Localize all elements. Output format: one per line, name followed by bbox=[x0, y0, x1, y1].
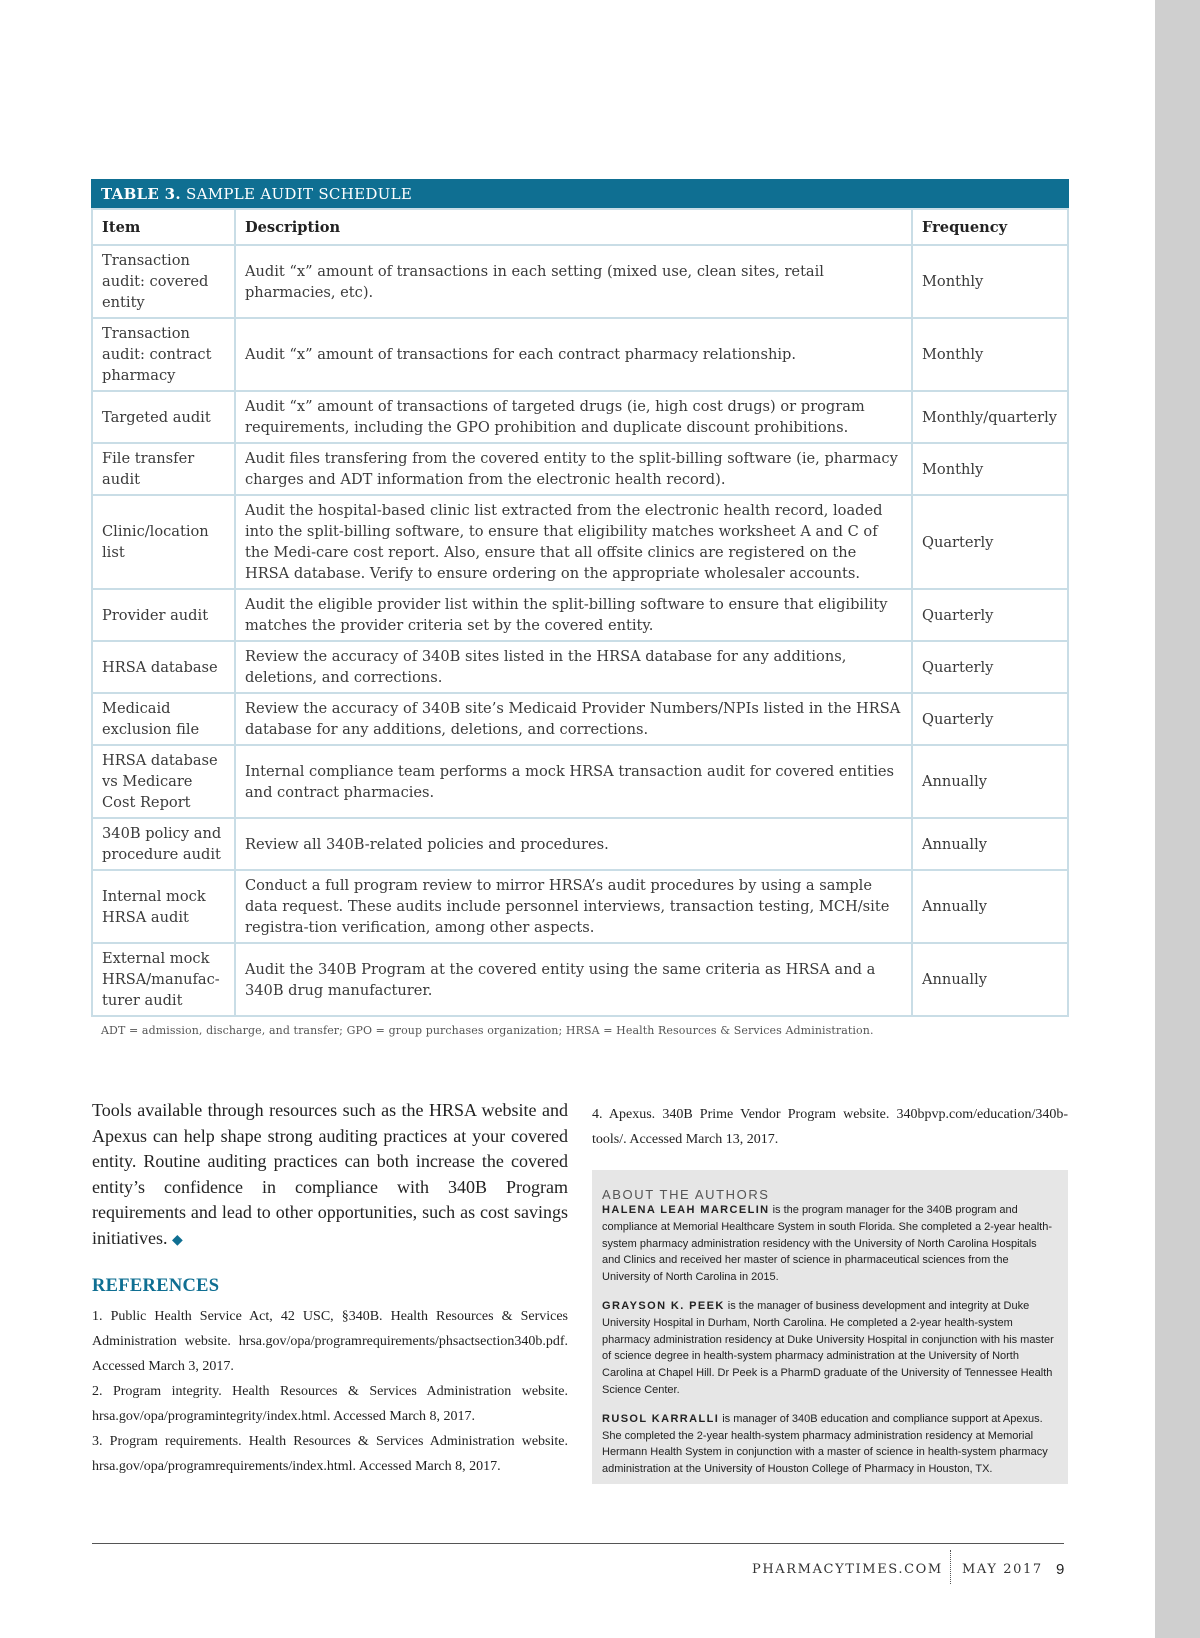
cell-description: Conduct a full program review to mirror HRSA’s audit procedures by using a sample data request. These audits include personnel interviews, transaction testing, MCH/site registra-tion verification, among other aspects. bbox=[235, 870, 912, 943]
cell-description: Review the accuracy of 340B sites listed in the HRSA database for any additions, deletions, and corrections. bbox=[235, 641, 912, 693]
cell-frequency: Quarterly bbox=[912, 641, 1068, 693]
table-row bbox=[92, 443, 1068, 495]
cell-frequency: Quarterly bbox=[912, 495, 1068, 589]
cell-item: Targeted audit bbox=[92, 391, 235, 443]
column-header-description: Description bbox=[235, 209, 912, 245]
cell-item: Internal mock HRSA audit bbox=[92, 870, 235, 943]
author-bio-text: is manager of 340B education and compliance support at Apexus. She completed the 2-year health-system pharmacy administration residency at Memorial Hermann Health System in conjunction with a master of science in health-system pharmacy administration at the University of Houston College of Pharmacy in Houston, TX. bbox=[602, 1412, 1048, 1476]
cell-frequency: Monthly/quarterly bbox=[912, 391, 1068, 443]
authors-heading: ABOUT THE AUTHORS bbox=[602, 1187, 770, 1202]
cell-description: Audit “x” amount of transactions in each setting (mixed use, clean sites, retail pharmacies, etc). bbox=[235, 245, 912, 318]
footer-separator bbox=[950, 1550, 951, 1584]
reference-item: 3. Program requirements. Health Resources & Services Administration website. hrsa.gov/opa/programrequirements/index.html. Accessed March 8, 2017. bbox=[92, 1434, 568, 1474]
cell-item: 340B policy and procedure audit bbox=[92, 818, 235, 870]
cell-item: Medicaid exclusion file bbox=[92, 693, 235, 745]
cell-description: Audit the 340B Program at the covered entity using the same criteria as HRSA and a 340B drug manufacturer. bbox=[235, 943, 912, 1016]
table-row bbox=[92, 943, 1068, 1016]
page-edge-bar bbox=[1155, 0, 1200, 1638]
cell-frequency: Monthly bbox=[912, 443, 1068, 495]
table-row bbox=[92, 641, 1068, 693]
table-header-row bbox=[92, 209, 1068, 245]
table-grid bbox=[91, 208, 1069, 1017]
references-list bbox=[92, 1304, 568, 1479]
author-name: HALENA LEAH MARCELIN bbox=[602, 1204, 770, 1216]
cell-item: External mock HRSA/manufac-turer audit bbox=[92, 943, 235, 1016]
cell-description: Audit the hospital-based clinic list extracted from the electronic health record, loaded into the split-billing software, to ensure that eligibility matches worksheet A and C of the Medi-care cost report. Also, ensure that all offsite clinics are registered on the HRSA database. Verify to ensure ordering on the appropriate wholesaler accounts. bbox=[235, 495, 912, 589]
cell-description: Audit the eligible provider list within the split-billing software to ensure that eligibility matches the provider criteria set by the covered entity. bbox=[235, 589, 912, 641]
column-header-item: Item bbox=[92, 209, 235, 245]
author-bio bbox=[602, 1298, 1058, 1399]
body-paragraph bbox=[92, 1098, 568, 1253]
author-name: GRAYSON K. PEEK bbox=[602, 1299, 725, 1312]
cell-frequency: Annually bbox=[912, 818, 1068, 870]
table-row bbox=[92, 693, 1068, 745]
cell-frequency: Monthly bbox=[912, 318, 1068, 391]
table-row bbox=[92, 589, 1068, 641]
reference-item: 1. Public Health Service Act, 42 USC, §340B. Health Resources & Services Administration website. hrsa.gov/opa/programrequirements/phsactsection340b.pdf. Accessed March 3, 2017. bbox=[92, 1309, 568, 1374]
table-row bbox=[92, 818, 1068, 870]
table-row bbox=[92, 391, 1068, 443]
author-bio bbox=[602, 1202, 1058, 1286]
footer-issue: MAY 2017 bbox=[962, 1562, 1043, 1577]
cell-item: Clinic/location list bbox=[92, 495, 235, 589]
author-bio bbox=[602, 1411, 1058, 1478]
table-row bbox=[92, 495, 1068, 589]
cell-item: Transaction audit: covered entity bbox=[92, 245, 235, 318]
table-row bbox=[92, 318, 1068, 391]
table-title: TABLE 3. SAMPLE AUDIT SCHEDULE bbox=[91, 179, 1069, 208]
cell-frequency: Quarterly bbox=[912, 693, 1068, 745]
cell-description: Audit “x” amount of transactions for each contract pharmacy relationship. bbox=[235, 318, 912, 391]
about-the-authors-box bbox=[592, 1170, 1068, 1484]
cell-frequency: Monthly bbox=[912, 245, 1068, 318]
cell-item: File transfer audit bbox=[92, 443, 235, 495]
cell-description: Audit files transfering from the covered entity to the split-billing software (ie, pharmacy charges and ADT information from the electronic health record). bbox=[235, 443, 912, 495]
cell-description: Audit “x” amount of transactions of targeted drugs (ie, high cost drugs) or program requirements, including the GPO prohibition and duplicate discount prohibitions. bbox=[235, 391, 912, 443]
column-header-frequency: Frequency bbox=[912, 209, 1068, 245]
cell-frequency: Annually bbox=[912, 745, 1068, 818]
reference-item: 4. Apexus. 340B Prime Vendor Program website. 340bpvp.com/education/340b-tools/. Accessed March 13, 2017. bbox=[592, 1107, 1068, 1147]
reference-item: 2. Program integrity. Health Resources & Services Administration website. hrsa.gov/opa/programintegrity/index.html. Accessed March 8, 2017. bbox=[92, 1384, 568, 1424]
end-mark-diamond-icon: ◆ bbox=[172, 1232, 183, 1248]
cell-item: Transaction audit: contract pharmacy bbox=[92, 318, 235, 391]
audit-schedule-table bbox=[91, 179, 1069, 1017]
author-bio-text: is the program manager for the 340B program and compliance at Memorial Healthcare System in south Florida. She completed a 2-year health-system pharmacy administration residency with the University of North Carolina Hospitals and Clinics and received her master of science in pharmaceutical sciences from the University of North Carolina in 2015. bbox=[602, 1204, 1052, 1284]
author-name: RUSOL KARRALLI bbox=[602, 1412, 720, 1425]
cell-description: Review the accuracy of 340B site’s Medicaid Provider Numbers/NPIs listed in the HRSA database for any additions, deletions, and corrections. bbox=[235, 693, 912, 745]
cell-description: Review all 340B-related policies and procedures. bbox=[235, 818, 912, 870]
references-heading: REFERENCES bbox=[92, 1276, 220, 1296]
footer-site: PHARMACYTIMES.COM bbox=[752, 1562, 943, 1577]
author-bio-text: is the manager of business development and integrity at Duke University Hospital in Durham, North Carolina. He completed a 2-year health-system pharmacy administration residency at Duke University Hospital in conjunction with his master of science degree in health-system pharmacy administration at the University of North Carolina at Chapel Hill. Dr Peek is a PharmD graduate of the University of Tennessee Health Science Center. bbox=[602, 1299, 1054, 1396]
table-row bbox=[92, 245, 1068, 318]
body-paragraph-text: Tools available through resources such as the HRSA website and Apexus can help shape strong auditing practices at your covered entity. Routine auditing practices can both increase the covered entity’s confidence in compliance with 340B Program requirements and lead to other opportunities, such as cost savings initiatives. bbox=[92, 1100, 568, 1248]
table-row bbox=[92, 870, 1068, 943]
page-number: 9 bbox=[1056, 1561, 1065, 1578]
cell-item: HRSA database bbox=[92, 641, 235, 693]
footer-rule bbox=[92, 1543, 1064, 1544]
cell-frequency: Quarterly bbox=[912, 589, 1068, 641]
cell-frequency: Annually bbox=[912, 943, 1068, 1016]
cell-item: HRSA database vs Medicare Cost Report bbox=[92, 745, 235, 818]
table-row bbox=[92, 745, 1068, 818]
table-footnote: ADT = admission, discharge, and transfer; GPO = group purchases organization; HRSA = Health Resources & Services Administration. bbox=[101, 1024, 874, 1037]
cell-item: Provider audit bbox=[92, 589, 235, 641]
cell-description: Internal compliance team performs a mock HRSA transaction audit for covered entities and contract pharmacies. bbox=[235, 745, 912, 818]
cell-frequency: Annually bbox=[912, 870, 1068, 943]
